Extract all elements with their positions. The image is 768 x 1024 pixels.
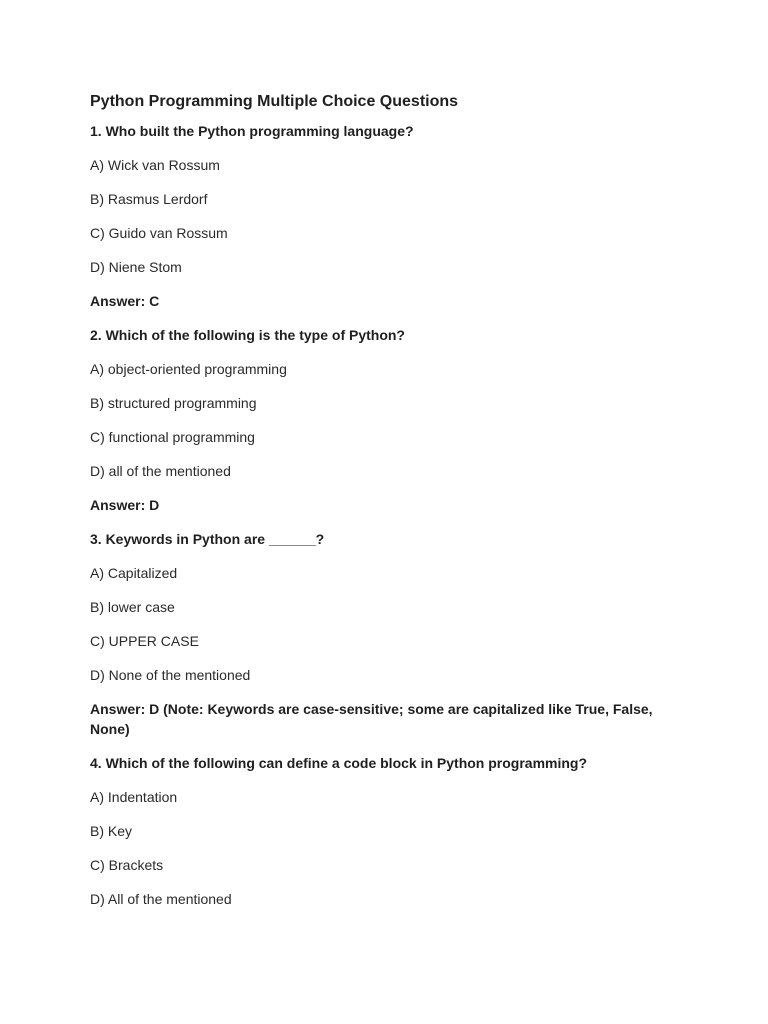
question-block-2 — [90, 325, 680, 515]
option-c: C) functional programming — [90, 429, 255, 445]
question-block-3 — [90, 529, 680, 739]
option-d: D) Niene Stom — [90, 259, 182, 275]
question-text: 4. Which of the following can define a code block in Python programming? — [90, 755, 588, 771]
document-title: Python Programming Multiple Choice Questions — [90, 93, 459, 110]
option-a: A) Capitalized — [90, 565, 178, 581]
document-page — [90, 92, 680, 909]
question-block-4 — [90, 753, 680, 909]
option-c: C) Guido van Rossum — [90, 225, 228, 241]
option-b: B) structured programming — [90, 395, 257, 411]
option-a: A) Indentation — [90, 789, 178, 805]
option-b: B) lower case — [90, 599, 175, 615]
question-text: 2. Which of the following is the type of Python? — [90, 327, 405, 343]
option-a: A) object-oriented programming — [90, 361, 287, 377]
option-b: B) Key — [90, 823, 133, 839]
option-d: D) all of the mentioned — [90, 463, 231, 479]
option-c: C) Brackets — [90, 857, 164, 873]
option-c: C) UPPER CASE — [90, 633, 199, 649]
answer-text: Answer: D (Note: Keywords are case-sensitive; some are capitalized like True, False, None) — [90, 701, 653, 737]
option-d: D) None of the mentioned — [90, 667, 251, 683]
option-a: A) Wick van Rossum — [90, 157, 220, 173]
option-b: B) Rasmus Lerdorf — [90, 191, 208, 207]
answer-text: Answer: C — [90, 293, 160, 309]
option-d: D) All of the mentioned — [90, 891, 232, 907]
answer-text: Answer: D — [90, 497, 160, 513]
question-block-1 — [90, 121, 680, 311]
question-text: 3. Keywords in Python are ______? — [90, 531, 325, 547]
question-text: 1. Who built the Python programming language? — [90, 123, 414, 139]
